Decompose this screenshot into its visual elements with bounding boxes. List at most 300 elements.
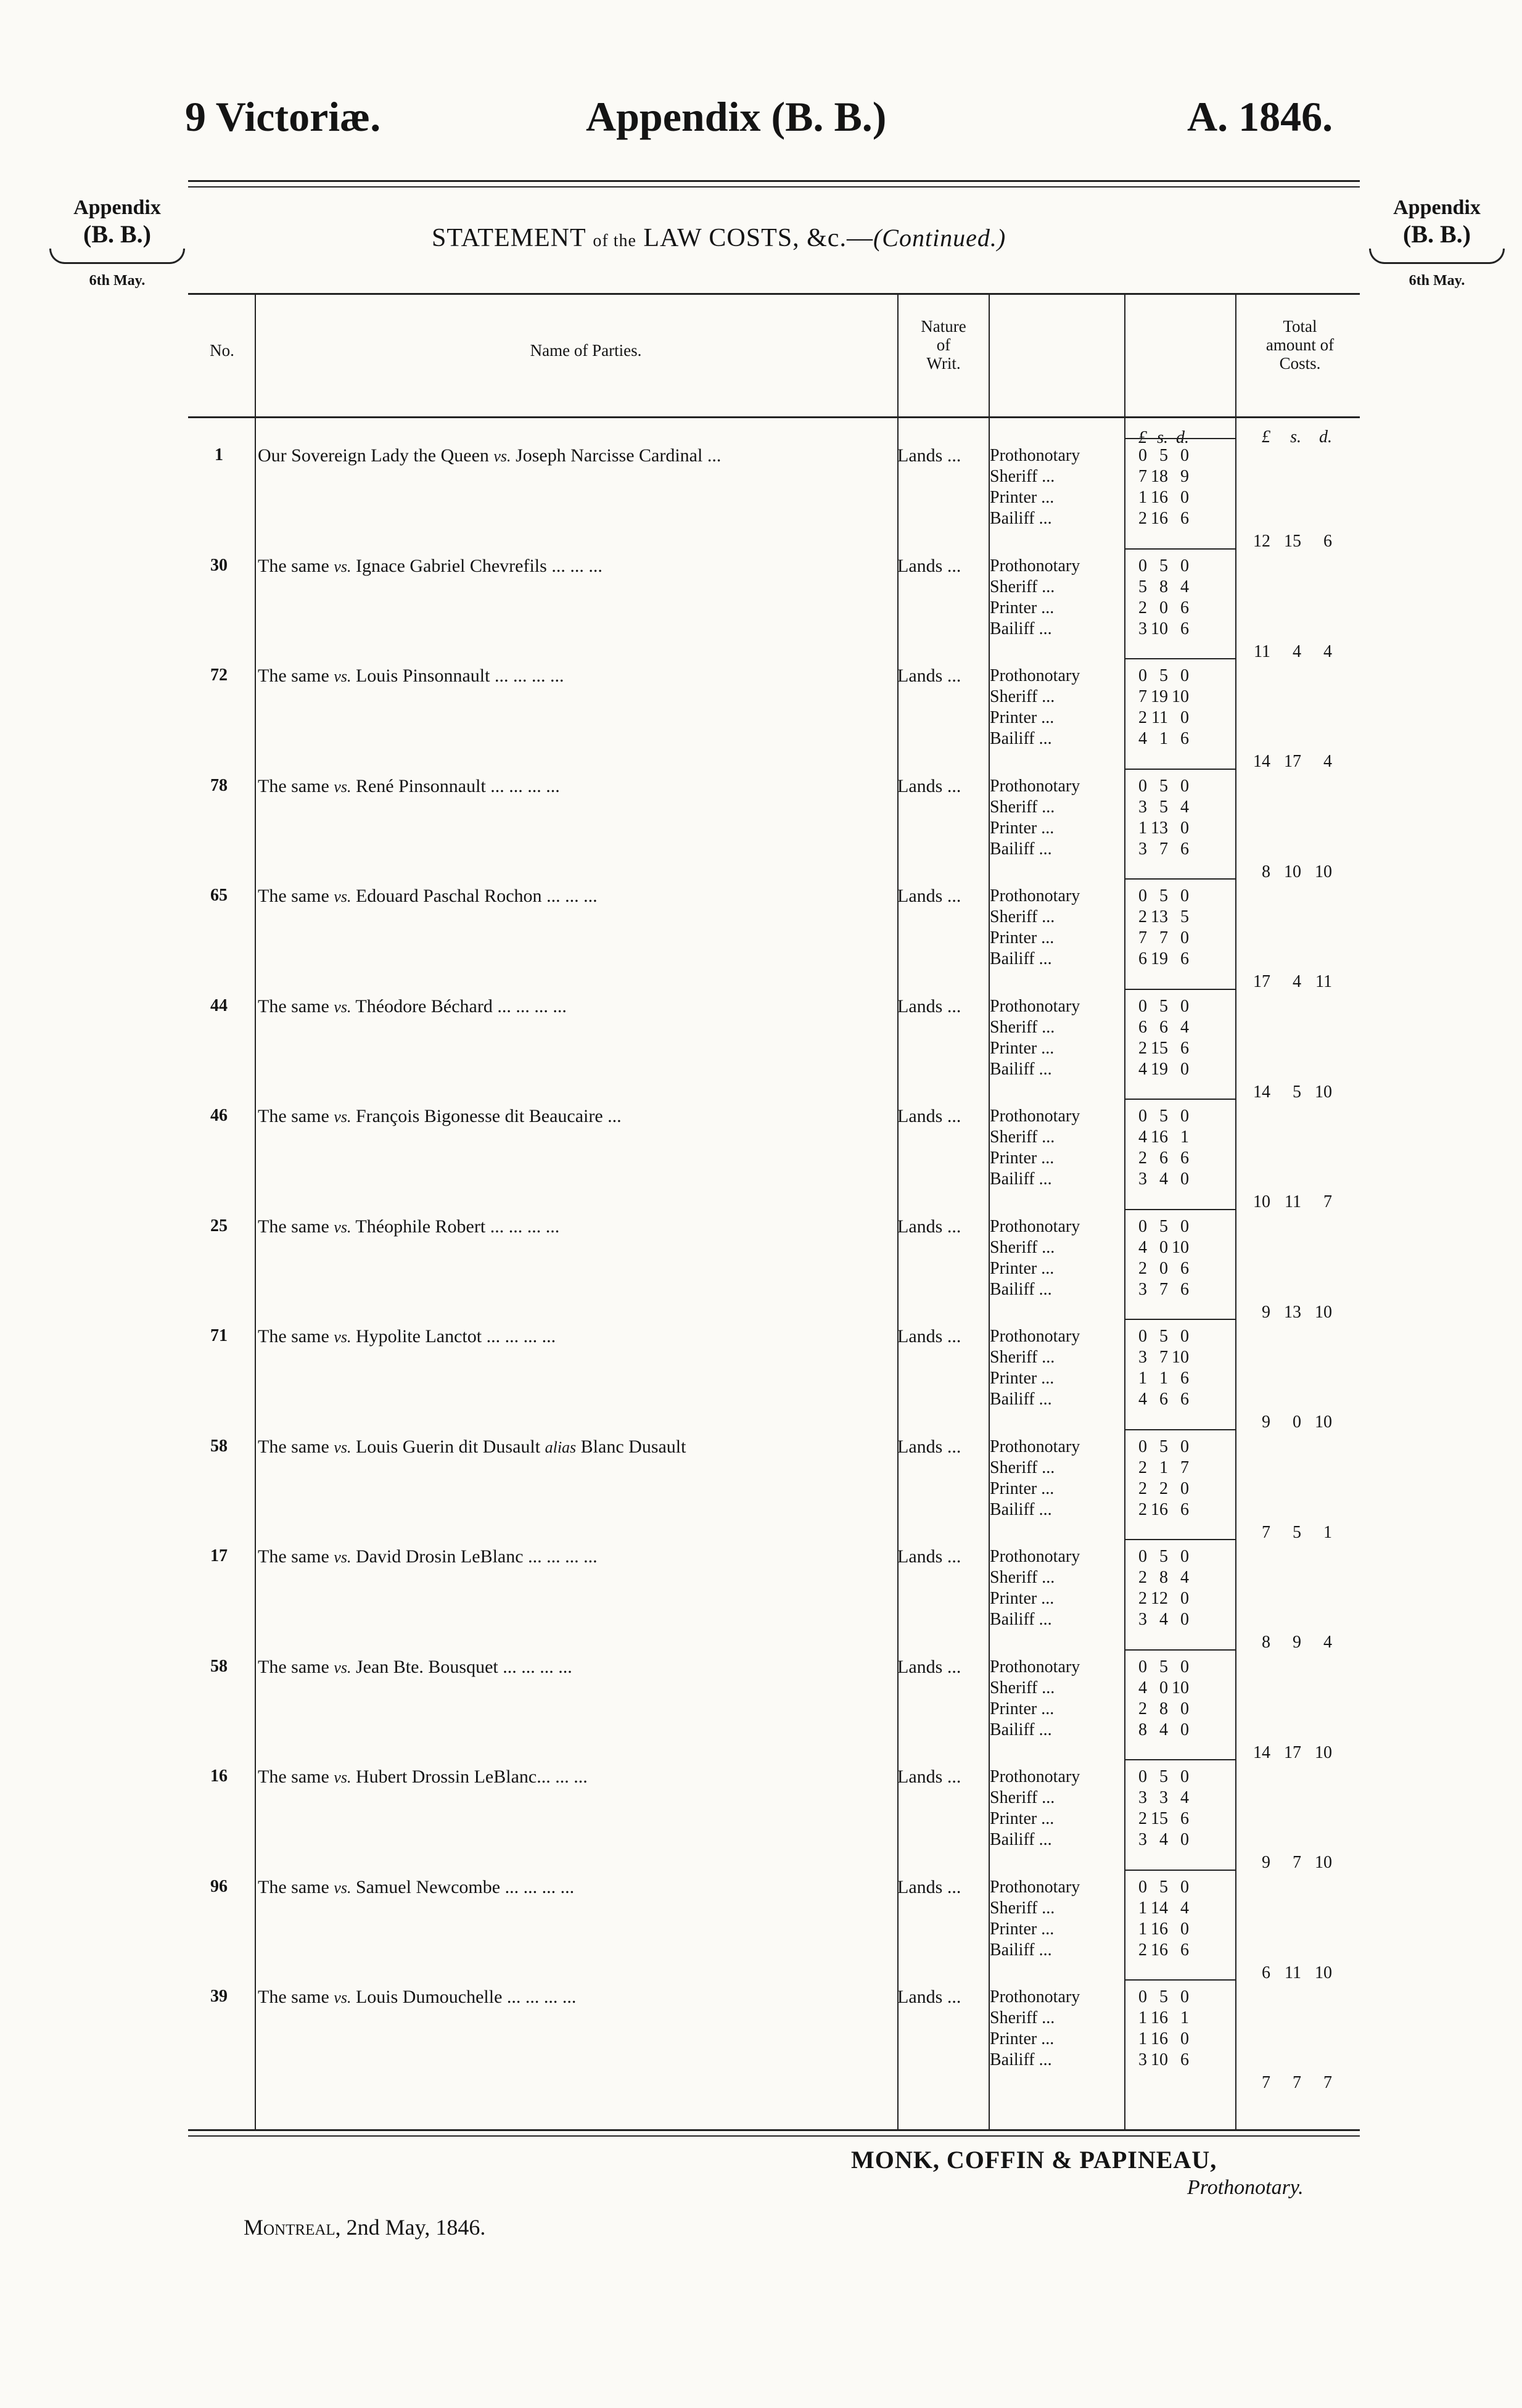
fee-label	[990, 1499, 1052, 1520]
fee-box-rule	[1124, 1209, 1235, 1210]
fee-label	[990, 1808, 1054, 1829]
fee-amount-d: 0	[1180, 1217, 1189, 1236]
plaintiff-name: The same	[258, 1767, 329, 1787]
leader-dots: ...	[707, 445, 722, 466]
fee-label	[990, 728, 1052, 749]
fee-dots: ...	[1042, 1899, 1055, 1918]
table-rule-bottom-2	[188, 2135, 1360, 2137]
leader-dots: ... ... ... ...	[497, 996, 567, 1016]
fee-amount-d: 0	[1180, 1830, 1189, 1849]
fee-label	[990, 1829, 1052, 1850]
defendant-name: René Pinsonnault	[355, 776, 486, 796]
fee-label	[990, 928, 1054, 949]
fee-amount	[1126, 1237, 1189, 1258]
versus-label: vs.	[334, 888, 352, 905]
fee-amount-d: 0	[1180, 1699, 1189, 1718]
fee-amount	[1126, 907, 1189, 928]
leader-dots: ... ... ... ...	[528, 1546, 598, 1567]
fee-amount-d: 0	[1180, 1060, 1189, 1079]
defendant-name: Edouard Paschal Rochon	[355, 886, 542, 906]
total-amount-d: 10	[1315, 1303, 1332, 1322]
fee-amount	[1126, 1106, 1189, 1127]
fee-dots: ...	[1042, 1238, 1055, 1257]
fee-name: Sheriff	[990, 577, 1038, 596]
leader-dots: ... ... ...	[546, 886, 598, 906]
fee-amount	[1126, 1567, 1189, 1588]
fee-amount-s: 19	[1151, 949, 1168, 968]
fee-amount-d: 1	[1180, 1128, 1189, 1147]
plaintiff-name: The same	[258, 776, 329, 796]
statement-title-of-the: of the	[593, 231, 636, 250]
fee-dots: ...	[1041, 598, 1055, 617]
row-total	[1240, 1963, 1332, 1983]
fee-amount-s: 1	[1159, 729, 1168, 748]
fee-amount	[1126, 886, 1189, 907]
fee-amount	[1126, 1720, 1189, 1741]
table-rule-under-header	[188, 416, 1360, 418]
fee-label	[990, 687, 1055, 707]
total-amount-d: 10	[1315, 862, 1332, 881]
total-amount-d: 7	[1323, 2073, 1332, 2092]
fee-name: Printer	[990, 928, 1037, 947]
row-total	[1240, 532, 1332, 551]
versus-label: vs.	[334, 1879, 352, 1897]
fee-dots: ...	[1039, 949, 1052, 968]
column-header-total-line: Total	[1283, 317, 1317, 336]
total-amount-s: 9	[1293, 1633, 1301, 1652]
fee-amount-l: 2	[1138, 598, 1147, 617]
fee-label	[990, 1940, 1052, 1961]
fee-amount-s: 19	[1151, 1060, 1168, 1079]
fee-amount-d: 0	[1180, 666, 1189, 685]
fee-amount-d: 6	[1180, 839, 1189, 859]
column-header-total-line: amount of	[1265, 336, 1335, 354]
plaintiff-name: The same	[258, 1546, 329, 1567]
fee-box-rule	[1124, 438, 1235, 439]
fee-amount-l: 1	[1138, 488, 1147, 507]
fee-amount-s: 5	[1159, 556, 1168, 575]
fee-name: Bailiff	[990, 949, 1035, 968]
defendant-name: Ignace Gabriel Chevrefils	[355, 556, 547, 576]
fee-label	[990, 2050, 1052, 2071]
fee-amount-l: 0	[1138, 1657, 1147, 1676]
fee-dots: ...	[1039, 1720, 1052, 1739]
versus-label: vs.	[334, 1659, 352, 1676]
fee-dots: ...	[1041, 2029, 1055, 2048]
total-amount-d: 7	[1323, 1192, 1332, 1211]
fee-name: Prothonotary	[990, 1327, 1080, 1346]
fee-amount-d: 6	[1180, 729, 1189, 748]
leader-dots: ... ... ... ...	[506, 1987, 577, 2007]
fee-label	[990, 1148, 1054, 1169]
fee-amount	[1126, 949, 1189, 970]
total-amount-d: 1	[1323, 1523, 1332, 1542]
fee-amount-d: 1	[1180, 2008, 1189, 2027]
fee-amount-l: 3	[1138, 1788, 1147, 1807]
fee-amount-d: 4	[1180, 798, 1189, 817]
fee-name: Prothonotary	[990, 1767, 1080, 1786]
fee-amount-s: 1	[1159, 1458, 1168, 1477]
party-name	[258, 776, 560, 797]
fee-amount-l: 4	[1138, 1238, 1147, 1257]
fee-label	[990, 797, 1055, 818]
fee-label	[990, 1059, 1052, 1080]
fee-dots: ...	[1041, 1148, 1055, 1168]
total-amount-s: 0	[1293, 1412, 1301, 1432]
fee-amount-s: 16	[1151, 1500, 1168, 1519]
defendant-name: François Bigonesse dit Beaucaire ...	[355, 1106, 622, 1126]
party-name	[258, 886, 598, 907]
fee-amount-s: 16	[1151, 1128, 1168, 1147]
fee-amount-l: 3	[1138, 2050, 1147, 2069]
fee-box-rule	[1124, 1649, 1235, 1651]
fee-amount	[1126, 776, 1189, 797]
plaintiff-name: The same	[258, 1216, 329, 1237]
fee-name: Sheriff	[990, 1128, 1038, 1147]
row-number: 16	[210, 1767, 228, 1786]
fee-amount-d: 6	[1180, 1039, 1189, 1058]
fee-label	[990, 776, 1080, 797]
fee-name: Bailiff	[990, 509, 1035, 528]
fee-amount-d: 0	[1180, 1327, 1189, 1346]
fee-amount	[1126, 1657, 1189, 1678]
fee-name: Bailiff	[990, 839, 1035, 859]
fee-amount-d: 0	[1180, 1878, 1189, 1897]
row-number: 30	[210, 556, 228, 575]
row-total	[1240, 1412, 1332, 1432]
fee-amount	[1126, 1877, 1189, 1898]
fee-amount	[1126, 1258, 1189, 1279]
date-value: 2nd May, 1846.	[346, 2215, 486, 2240]
fee-amount-d: 0	[1180, 1919, 1189, 1939]
versus-label: vs.	[334, 558, 352, 575]
fee-name: Prothonotary	[990, 1878, 1080, 1897]
fee-amount	[1126, 1059, 1189, 1080]
fee-name: Bailiff	[990, 1500, 1035, 1519]
fee-amount-s: 5	[1159, 1878, 1168, 1897]
fee-name: Bailiff	[990, 1830, 1035, 1849]
defendant-name: Jean Bte. Bousquet	[355, 1657, 498, 1677]
fee-amount-d: 0	[1180, 446, 1189, 465]
column-line-no	[255, 295, 256, 2129]
table-rule-top	[188, 293, 1360, 295]
margin-note-right	[1363, 196, 1511, 289]
fee-amount	[1126, 1808, 1189, 1829]
total-amount-s: 4	[1293, 642, 1301, 661]
fee-amount	[1126, 1347, 1189, 1368]
fee-box-rule	[1124, 658, 1235, 659]
writ-nature: Lands ...	[897, 1546, 961, 1567]
row-number: 58	[210, 1657, 228, 1676]
fee-amount-d: 0	[1180, 886, 1189, 905]
fee-amount-s: 5	[1159, 997, 1168, 1016]
fee-amount	[1126, 2050, 1189, 2071]
fee-name: Printer	[990, 708, 1037, 727]
fee-dots: ...	[1039, 1169, 1052, 1189]
fee-name: Sheriff	[990, 2008, 1038, 2027]
total-amount-d: 10	[1315, 1963, 1332, 1982]
fee-dots: ...	[1041, 1809, 1055, 1828]
fee-box-rule	[1124, 989, 1235, 990]
fee-amount-s: 16	[1151, 1940, 1168, 1960]
fee-amount-l: 6	[1138, 1018, 1147, 1037]
fee-label	[990, 1919, 1054, 1940]
party-name	[258, 1106, 622, 1127]
fee-amount-l: 8	[1138, 1720, 1147, 1739]
total-amount-l: 11	[1254, 642, 1270, 661]
fee-amount	[1126, 666, 1189, 687]
fee-name: Sheriff	[990, 467, 1038, 486]
margin-note-date: 6th May.	[1409, 273, 1465, 289]
fee-name: Sheriff	[990, 1678, 1038, 1697]
fee-amount-l: 1	[1138, 1899, 1147, 1918]
fee-amount	[1126, 1987, 1189, 2008]
row-total	[1240, 1303, 1332, 1322]
fee-amount-s: 7	[1159, 1280, 1168, 1299]
fee-label	[990, 886, 1080, 907]
fee-dots: ...	[1042, 577, 1055, 596]
fee-name: Prothonotary	[990, 1987, 1080, 2006]
fee-amount-l: 2	[1138, 1940, 1147, 1960]
row-number: 39	[210, 1987, 228, 2006]
fee-name: Bailiff	[990, 1390, 1035, 1409]
fee-amount-s: 8	[1159, 577, 1168, 596]
fee-amount-l: 1	[1138, 2029, 1147, 2048]
fee-name: Sheriff	[990, 798, 1038, 817]
leader-dots: ... ...	[555, 1767, 588, 1787]
column-line-fees	[1124, 295, 1125, 2129]
fee-amount-l: 7	[1138, 687, 1147, 706]
fee-label	[990, 818, 1054, 839]
fee-amount-l: 0	[1138, 1547, 1147, 1566]
row-number: 25	[210, 1216, 228, 1235]
fee-amount-s: 10	[1151, 2050, 1168, 2069]
total-amount-d: 10	[1315, 1853, 1332, 1872]
total-amount-l: 14	[1253, 1743, 1270, 1762]
fee-amount-s: 5	[1159, 1547, 1168, 1566]
alias-label: alias	[545, 1438, 577, 1456]
fee-amount-d: 0	[1180, 2029, 1189, 2048]
fee-amount	[1126, 1017, 1189, 1038]
fee-amount	[1126, 797, 1189, 818]
fee-amount	[1126, 619, 1189, 640]
fee-dots: ...	[1039, 1060, 1052, 1079]
fee-amount-l: 0	[1138, 1767, 1147, 1786]
fee-amount-s: 10	[1151, 619, 1168, 638]
fee-name: Bailiff	[990, 1169, 1035, 1189]
fee-dots: ...	[1042, 1018, 1055, 1037]
writ-nature: Lands ...	[897, 556, 961, 576]
fee-name: Printer	[990, 818, 1037, 838]
total-amount-d: 6	[1323, 532, 1332, 551]
plaintiff-name: The same	[258, 886, 329, 906]
fee-label	[990, 445, 1080, 466]
fee-amount-s: 4	[1159, 1610, 1168, 1629]
fee-amount-s: 18	[1151, 467, 1168, 486]
plaintiff-name: The same	[258, 556, 329, 576]
fee-amount-l: 1	[1138, 1369, 1147, 1388]
total-amount-s: 17	[1284, 1743, 1301, 1762]
fee-amount	[1126, 839, 1189, 860]
fee-amount-d: 0	[1180, 997, 1189, 1016]
total-amount-d: 10	[1315, 1082, 1332, 1102]
fee-name: Sheriff	[990, 1568, 1038, 1587]
column-header-no: No.	[210, 341, 234, 360]
defendant-name: Louis Dumouchelle	[355, 1987, 503, 2007]
fee-amount	[1126, 687, 1189, 707]
fee-name: Bailiff	[990, 1720, 1035, 1739]
fee-dots: ...	[1042, 1788, 1055, 1807]
fee-amount-l: 2	[1138, 1809, 1147, 1828]
fee-amount-l: 7	[1138, 928, 1147, 947]
fee-label	[990, 1106, 1080, 1127]
fee-dots: ...	[1039, 2050, 1052, 2069]
party-name	[258, 1326, 556, 1347]
fee-amount	[1126, 1148, 1189, 1169]
total-amount-l: 9	[1262, 1412, 1270, 1432]
writ-nature: Lands ...	[897, 1216, 961, 1237]
fee-amount-l: 0	[1138, 1987, 1147, 2006]
running-head-center: Appendix (B. B.)	[586, 93, 887, 140]
plaintiff-name: The same	[258, 1987, 329, 2007]
fee-amount-s: 16	[1151, 509, 1168, 528]
total-amount-l: 7	[1262, 1523, 1270, 1542]
fee-name: Sheriff	[990, 1899, 1038, 1918]
margin-brace	[1369, 249, 1505, 264]
total-amount-d: 4	[1323, 752, 1332, 771]
party-name	[258, 1657, 572, 1678]
fee-label	[990, 1326, 1080, 1347]
row-total	[1240, 1523, 1332, 1543]
fee-amount-s: 3	[1159, 1788, 1168, 1807]
fee-amount-l: 0	[1138, 1878, 1147, 1897]
total-amount-d: 4	[1323, 1633, 1332, 1652]
fee-label	[990, 1437, 1080, 1458]
fee-label	[990, 1279, 1052, 1300]
fee-name: Sheriff	[990, 1238, 1038, 1257]
fee-amount-l: 3	[1138, 1169, 1147, 1189]
total-amount-d: 11	[1315, 972, 1332, 991]
total-amount-s: 11	[1285, 1963, 1301, 1982]
fee-amount-d: 0	[1180, 1720, 1189, 1739]
versus-label: vs.	[334, 1548, 352, 1566]
fee-label	[990, 577, 1055, 598]
fee-amount-d: 0	[1180, 1169, 1189, 1189]
fee-dots: ...	[1042, 1678, 1055, 1697]
fee-amount-d: 6	[1180, 1369, 1189, 1388]
fee-label	[990, 1546, 1080, 1567]
fee-amount-d: 0	[1180, 1610, 1189, 1629]
fee-label	[990, 1609, 1052, 1630]
column-header-writ	[900, 317, 987, 373]
fee-label	[990, 666, 1080, 687]
fee-label	[990, 1347, 1055, 1368]
fee-amount-s: 5	[1159, 798, 1168, 817]
row-number: 1	[215, 445, 223, 464]
fee-dots: ...	[1039, 1610, 1052, 1629]
leader-dots: ... ... ...	[551, 556, 603, 576]
fee-amount-d: 6	[1180, 619, 1189, 638]
row-number: 46	[210, 1106, 228, 1125]
fee-name: Sheriff	[990, 1788, 1038, 1807]
fee-amount-l: 0	[1138, 997, 1147, 1016]
fee-amount	[1126, 598, 1189, 619]
defendant-name: Théophile Robert	[355, 1216, 486, 1237]
fee-amount	[1126, 1389, 1189, 1410]
fee-label	[990, 1216, 1080, 1237]
fee-amount-s: 5	[1159, 1217, 1168, 1236]
currency-pound: £	[1262, 427, 1270, 447]
fee-amount	[1126, 996, 1189, 1017]
defendant-name: Samuel Newcombe	[355, 1877, 501, 1897]
fee-amount-d: 6	[1180, 949, 1189, 968]
fee-dots: ...	[1042, 2008, 1055, 2027]
fee-amount-l: 2	[1138, 1568, 1147, 1587]
plaintiff-name: The same	[258, 1106, 329, 1126]
fee-amount-s: 14	[1151, 1899, 1168, 1918]
fee-amount-d: 10	[1172, 687, 1189, 706]
fee-amount-d: 10	[1172, 1678, 1189, 1697]
fee-amount	[1126, 1546, 1189, 1567]
row-total	[1240, 1192, 1332, 1212]
fee-dots: ...	[1041, 928, 1055, 947]
total-amount-d: 4	[1323, 642, 1332, 661]
fee-name: Printer	[990, 1148, 1037, 1168]
fee-amount	[1126, 1609, 1189, 1630]
fee-amount-l: 3	[1138, 839, 1147, 859]
fee-amount-l: 2	[1138, 1500, 1147, 1519]
fee-amount-s: 1	[1159, 1369, 1168, 1388]
fee-amount	[1126, 928, 1189, 949]
fee-amount-d: 6	[1180, 1390, 1189, 1409]
fee-amount-l: 1	[1138, 818, 1147, 838]
party-name	[258, 1987, 576, 2008]
row-number: 58	[210, 1437, 228, 1456]
total-amount-l: 14	[1253, 752, 1270, 771]
fee-name: Sheriff	[990, 1348, 1038, 1367]
defendant-name: Louis Pinsonnault	[355, 666, 490, 686]
column-header-parties: Name of Parties.	[530, 341, 642, 360]
fee-dots: ...	[1041, 488, 1055, 507]
fee-amount-d: 4	[1180, 1018, 1189, 1037]
fee-amount	[1126, 445, 1189, 466]
fee-amount-s: 13	[1151, 907, 1168, 926]
versus-label: vs.	[334, 1218, 352, 1236]
fee-amount-s: 5	[1159, 1327, 1168, 1346]
fee-amount-s: 4	[1159, 1830, 1168, 1849]
fee-name: Sheriff	[990, 1018, 1038, 1037]
total-amount-s: 7	[1293, 2073, 1301, 2092]
fee-amount-d: 6	[1180, 598, 1189, 617]
total-amount-l: 7	[1262, 2073, 1270, 2092]
fee-amount-l: 0	[1138, 886, 1147, 905]
fee-dots: ...	[1041, 1369, 1055, 1388]
versus-label: vs.	[334, 998, 352, 1016]
fee-dots: ...	[1042, 1348, 1055, 1367]
row-number: 65	[210, 886, 228, 905]
party-name	[258, 666, 564, 687]
fee-amount-d: 0	[1180, 928, 1189, 947]
fee-amount-d: 6	[1180, 1259, 1189, 1278]
fee-label	[990, 1657, 1080, 1678]
fee-label	[990, 996, 1080, 1017]
fee-box-rule	[1124, 1429, 1235, 1430]
fee-name: Sheriff	[990, 1458, 1038, 1477]
fee-name: Prothonotary	[990, 1437, 1080, 1456]
fee-amount-l: 3	[1138, 1830, 1147, 1849]
fee-amount-l: 0	[1138, 556, 1147, 575]
plaintiff-name: Our Sovereign Lady the Queen	[258, 445, 489, 466]
